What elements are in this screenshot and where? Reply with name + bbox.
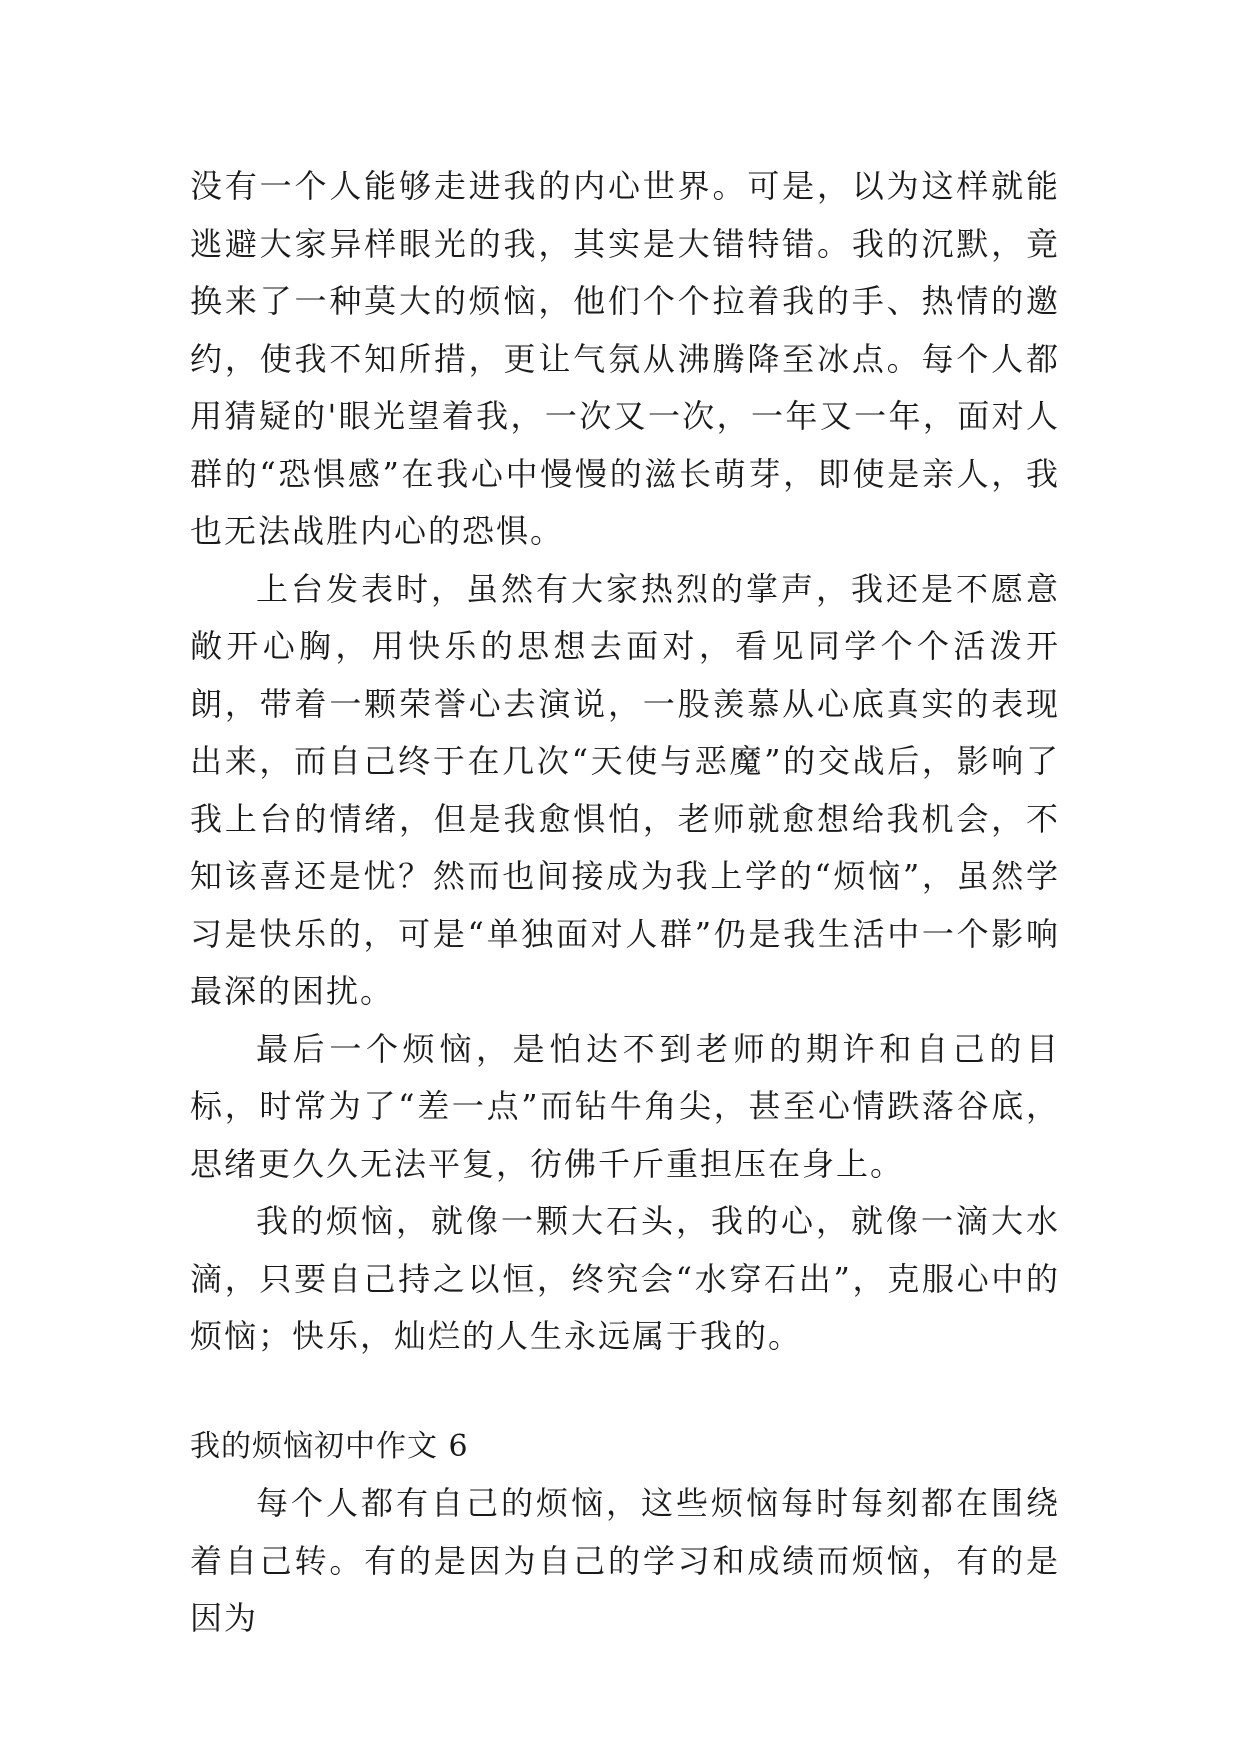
section-title: 我的烦恼初中作文 6 bbox=[190, 1428, 469, 1464]
paragraph: 没有一个人能够走进我的内心世界。可是，以为这样就能逃避大家异样眼光的我，其实是大错特错。我的沉默，竟换来了一种莫大的烦恼，他们个个拉着我的手、热情的邀约，使我不知所措，更让气氛从沸腾降至冰点。每个人都用猜疑的'眼光望着我，一次又一次，一年又一年，面对人群的“恐惧感”在我心中慢慢的滋长萌芽，即使是亲人，我也无法战胜内心的恐惧。 bbox=[190, 167, 1060, 550]
paragraph: 最后一个烦恼，是怕达不到老师的期许和自己的目标，时常为了“差一点”而钻牛角尖，甚至心情跌落谷底，思绪更久久无法平复，彷佛千斤重担压在身上。 bbox=[190, 1029, 1060, 1183]
document-body bbox=[190, 158, 1060, 1648]
paragraph: 每个人都有自己的烦恼，这些烦恼每时每刻都在围绕着自己转。有的是因为自己的学习和成绩而烦恼，有的是因为 bbox=[190, 1484, 1060, 1637]
paragraph: 我的烦恼，就像一颗大石头，我的心，就像一滴大水滴，只要自己持之以恒，终究会“水穿石出”，克服心中的烦恼；快乐，灿烂的人生永远属于我的。 bbox=[190, 1202, 1060, 1355]
paragraph: 上台发表时，虽然有大家热烈的掌声，我还是不愿意敞开心胸，用快乐的思想去面对，看见同学个个活泼开朗，带着一颗荣誉心去演说，一股羡慕从心底真实的表现出来，而自己终于在几次“天使与恶魔”的交战后，影响了我上台的情绪，但是我愈惧怕，老师就愈想给我机会，不知该喜还是忧？然而也间接成为我上学的“烦恼”，虽然学习是快乐的，可是“单独面对人群”仍是我生活中一个影响最深的困扰。 bbox=[190, 569, 1060, 1010]
